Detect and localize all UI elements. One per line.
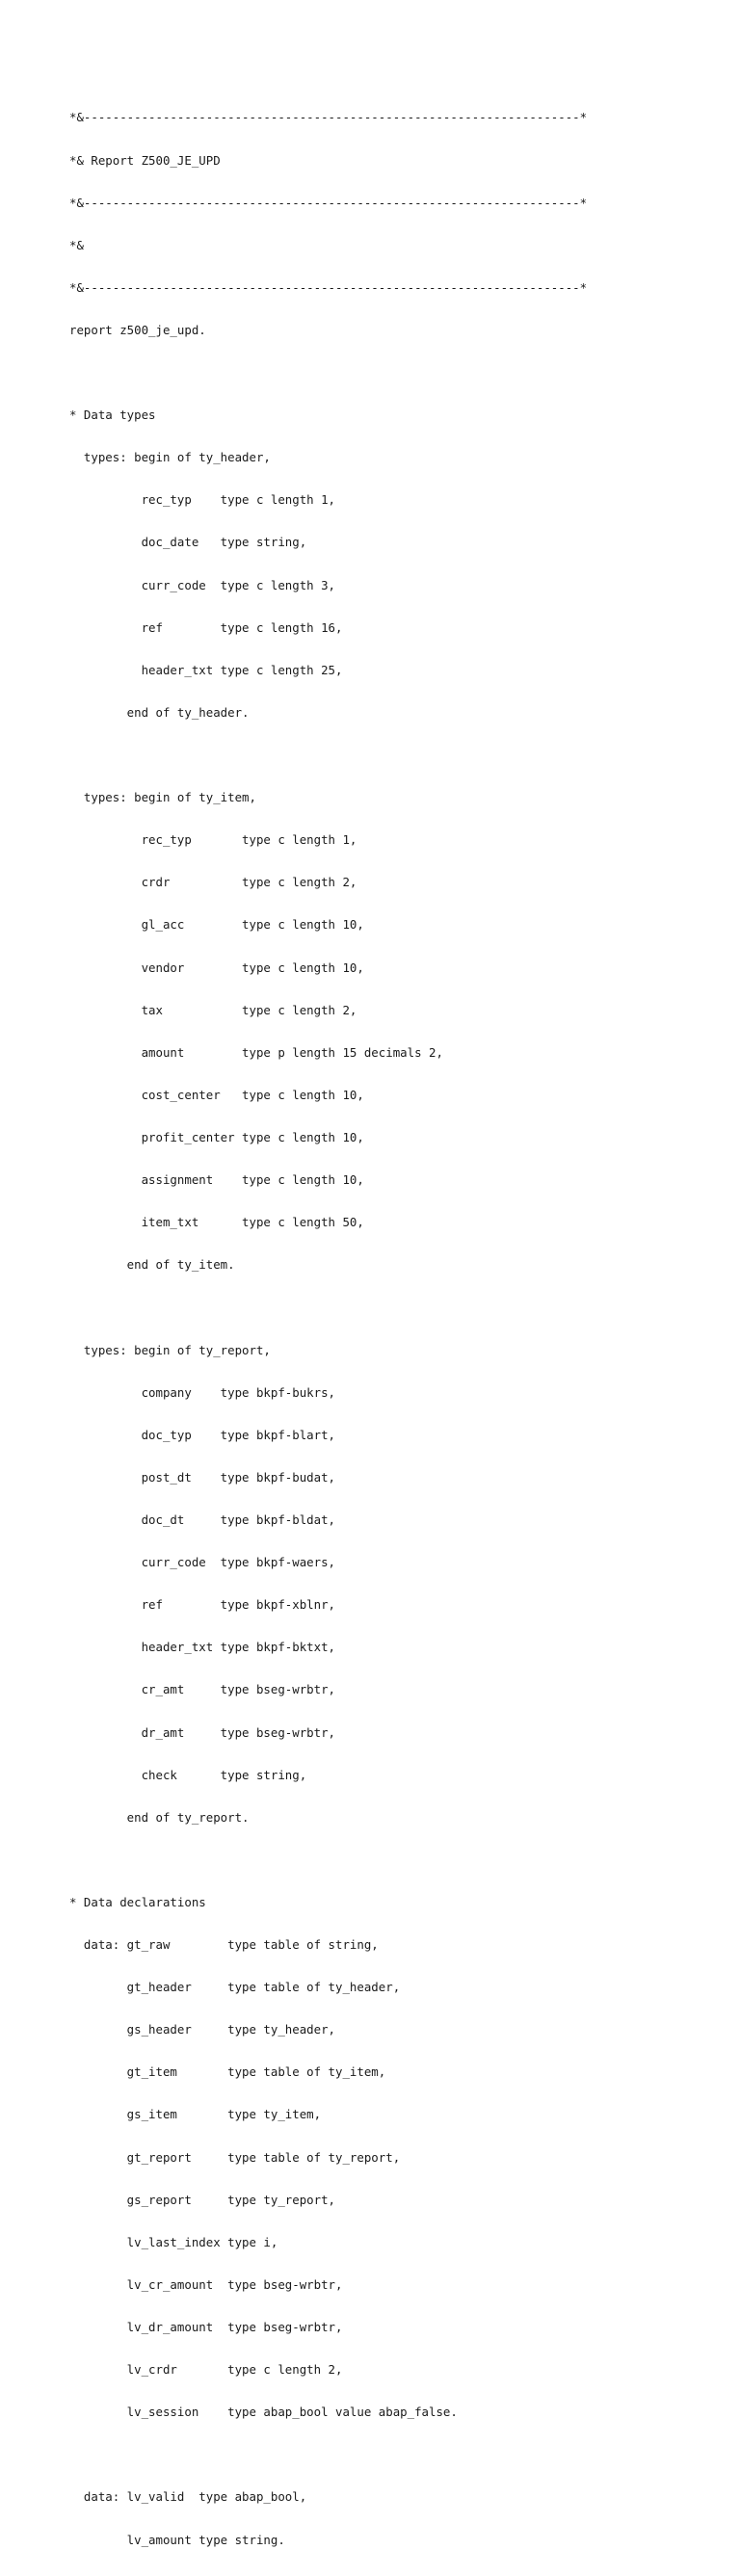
code-line: gs_header type ty_header,: [69, 2022, 336, 2037]
code-line: assignment type c length 10,: [69, 1172, 364, 1188]
code-line: types: begin of ty_report,: [69, 1342, 271, 1357]
code-line: gs_item type ty_item,: [69, 2107, 322, 2122]
code-line: data: gt_raw type table of string,: [69, 1937, 379, 1953]
code-line: lv_last_index type i,: [69, 2234, 278, 2249]
code-line: report z500_je_upd.: [69, 322, 206, 337]
code-line: check type string,: [69, 1767, 307, 1782]
code-line: cr_amt type bseg-wrbtr,: [69, 1682, 336, 1697]
code-line: [69, 1301, 587, 1315]
code-line: end of ty_item.: [69, 1257, 235, 1273]
code-line: curr_code type c length 3,: [69, 577, 336, 592]
code-line: end of ty_header.: [69, 704, 250, 720]
code-line: end of ty_report.: [69, 1809, 250, 1825]
code-line: doc_date type string,: [69, 535, 307, 550]
code-line: item_txt type c length 50,: [69, 1215, 364, 1230]
code-line: doc_typ type bkpf-blart,: [69, 1427, 336, 1442]
code-line: post_dt type bkpf-budat,: [69, 1469, 336, 1485]
code-line: [69, 366, 587, 381]
code-line: lv_cr_amount type bseg-wrbtr,: [69, 2276, 343, 2292]
code-line: *&---------------------------------------------------------------------*: [69, 110, 588, 125]
code-line: *& Report Z500_JE_UPD: [69, 152, 221, 168]
code-line: company type bkpf-bukrs,: [69, 1384, 336, 1400]
code-line: lv_crdr type c length 2,: [69, 2362, 343, 2378]
code-line: [69, 2448, 587, 2462]
code-line: ref type bkpf-xblnr,: [69, 1597, 336, 1613]
code-line: types: begin of ty_item,: [69, 790, 256, 805]
code-line: vendor type c length 10,: [69, 959, 364, 975]
code-line: amount type p length 15 decimals 2,: [69, 1044, 443, 1060]
code-line: lv_session type abap_bool value abap_false.: [69, 2405, 458, 2420]
code-line: ref type c length 16,: [69, 619, 343, 635]
code-line: rec_typ type c length 1,: [69, 492, 336, 508]
code-line: doc_dt type bkpf-bldat,: [69, 1511, 336, 1527]
code-line: *&---------------------------------------------------------------------*: [69, 195, 588, 210]
source-code-block: [69, 83, 587, 2576]
code-line: *&---------------------------------------------------------------------*: [69, 279, 588, 295]
code-line: gl_acc type c length 10,: [69, 917, 364, 933]
code-line: gt_item type table of ty_item,: [69, 2064, 386, 2080]
code-line: header_txt type c length 25,: [69, 662, 343, 677]
code-line: cost_center type c length 10,: [69, 1087, 364, 1102]
code-line: crdr type c length 2,: [69, 875, 357, 890]
code-line: *&: [69, 237, 84, 252]
code-line: [69, 1853, 587, 1868]
code-line: * Data types: [69, 407, 156, 423]
code-line: header_txt type bkpf-bktxt,: [69, 1640, 336, 1655]
code-line: * Data declarations: [69, 1894, 206, 1909]
code-line: profit_center type c length 10,: [69, 1130, 364, 1144]
code-line: dr_amt type bseg-wrbtr,: [69, 1724, 336, 1740]
code-line: [69, 749, 587, 763]
code-line: types: begin of ty_header,: [69, 450, 271, 465]
code-line: lv_amount type string.: [69, 2532, 285, 2547]
code-line: rec_typ type c length 1,: [69, 832, 357, 848]
code-line: data: lv_valid type abap_bool,: [69, 2489, 307, 2505]
code-line: tax type c length 2,: [69, 1002, 357, 1017]
code-line: lv_dr_amount type bseg-wrbtr,: [69, 2320, 343, 2335]
code-line: curr_code type bkpf-waers,: [69, 1555, 336, 1570]
code-line: gt_header type table of ty_header,: [69, 1980, 401, 1995]
code-line: gt_report type table of ty_report,: [69, 2149, 401, 2165]
code-line: gs_report type ty_report,: [69, 2192, 336, 2207]
